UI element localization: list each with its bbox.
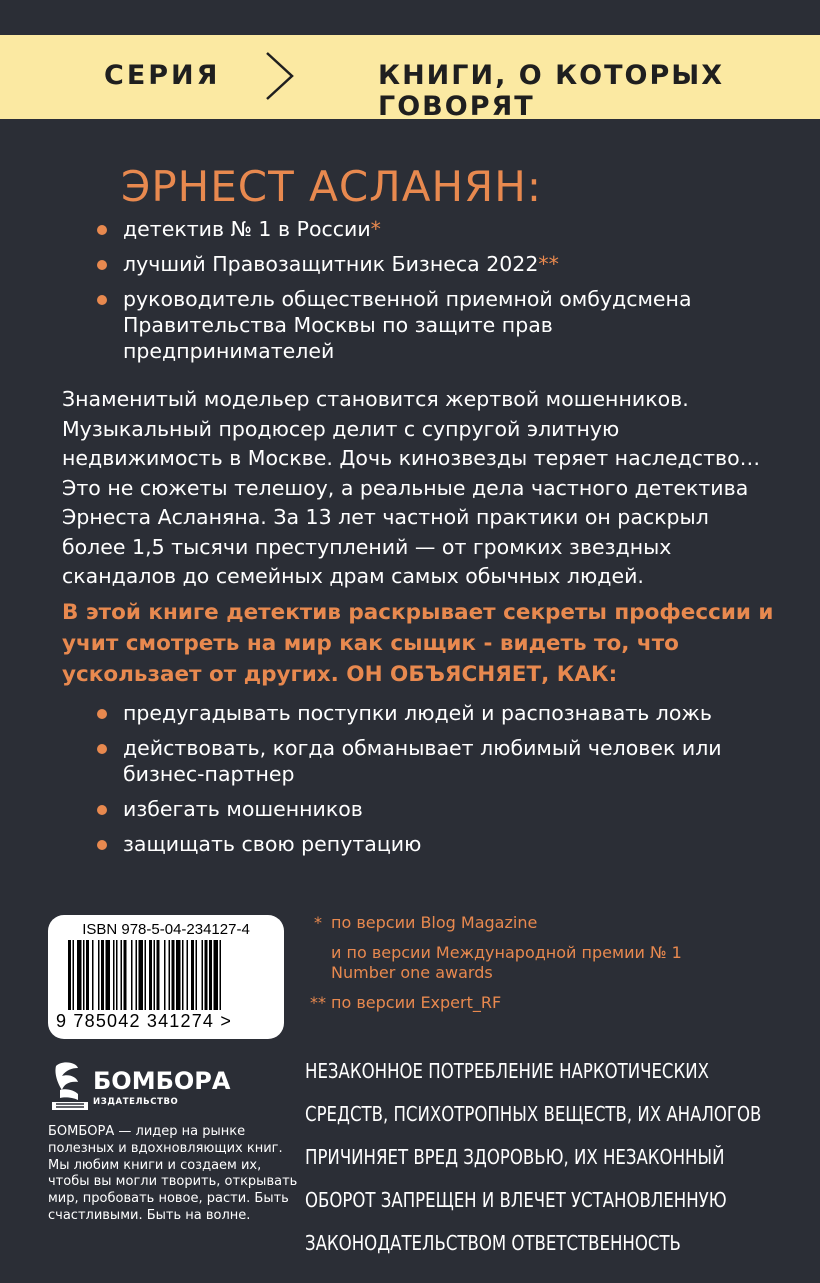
- list-item: избегать мошенников: [95, 796, 775, 822]
- list-item: действовать, когда обманывает любимый человек или бизнес-партнер: [95, 735, 775, 787]
- legal-warning: НЕЗАКОННОЕ ПОТРЕБЛЕНИЕ НАРКОТИЧЕСКИХ СРЕДСТВ, ПСИХОТРОПНЫХ ВЕЩЕСТВ, ИХ АНАЛОГОВ ПРИЧИНЯЕТ ВРЕД ЗДОРОВЬЮ, ИХ НЕЗАКОННЫЙ ОБОРОТ ЗАПРЕЩЕН И ВЛЕЧЕТ УСТАНОВЛЕННУЮ ЗАКОНОДАТЕЛЬСТВОМ ОТВЕТСТВЕННОСТЬ: [305, 1059, 762, 1255]
- publisher-logo-icon: [48, 1060, 92, 1112]
- book-description: Знаменитый модельер становится жертвой мошенников. Музыкальный продюсер делит с супругой элитную недвижимость в Москве. Дочь кинозвезды теряет наследство… Это не сюжеты телешоу, а реальные дела частного детектива Эрнеста Асланяна. За 13 лет частной практики он раскрыл более 1,5 тысячи преступлений — от громких звездных скандалов до семейных драм самых обычных людей.: [62, 387, 761, 588]
- barcode-panel: [48, 915, 284, 1039]
- publisher-blurb: БОМБОРА — лидер на рынке полезных и вдохновляющих книг. Мы любим книги и создаем их, чтобы вы могли творить, открывать мир, пробовать новое, расти. Быть счастливыми. Быть на волне.: [48, 1124, 298, 1223]
- list-item: руководитель общественной приемной омбудсмена Правительства Москвы по защите прав предпринимателей: [95, 286, 735, 364]
- list-item: детектив № 1 в России*: [95, 216, 735, 242]
- list-item: предугадывать поступки людей и распознавать ложь: [95, 700, 775, 726]
- author-name: ЭРНЕСТ АСЛАНЯН:: [121, 162, 542, 211]
- footnote: и по версии Международной премии № 1 Number one awards: [331, 943, 682, 982]
- book-highlight: В этой книге детектив раскрывает секреты профессии и учит смотреть на мир как сыщик - видеть то, что ускользает от других. ОН ОБЪЯСНЯЕТ, КАК:: [62, 600, 774, 687]
- chevron-right-icon: [262, 50, 296, 102]
- barcode-digits: 9 785042 341274 >: [56, 1011, 233, 1031]
- publisher-subtitle: ИЗДАТЕЛЬСТВО: [93, 1097, 179, 1107]
- series-label: СЕРИЯ: [104, 60, 221, 91]
- isbn-text: ISBN 978-5-04-234127-4: [82, 921, 250, 938]
- footnote: ** по версии Expert_RF: [310, 993, 502, 1012]
- skills-list: [95, 700, 775, 866]
- footnote: * по версии Blog Magazine: [314, 913, 538, 932]
- footnotes: [310, 913, 714, 1023]
- series-name: КНИГИ, О КОТОРЫХ ГОВОРЯТ: [378, 60, 725, 122]
- list-item: защищать свою репутацию: [95, 831, 775, 857]
- author-credentials: [95, 216, 735, 373]
- list-item: лучший Правозащитник Бизнеса 2022**: [95, 251, 735, 277]
- barcode-image: [66, 940, 266, 1010]
- publisher-name: БОМБОРА: [93, 1067, 231, 1095]
